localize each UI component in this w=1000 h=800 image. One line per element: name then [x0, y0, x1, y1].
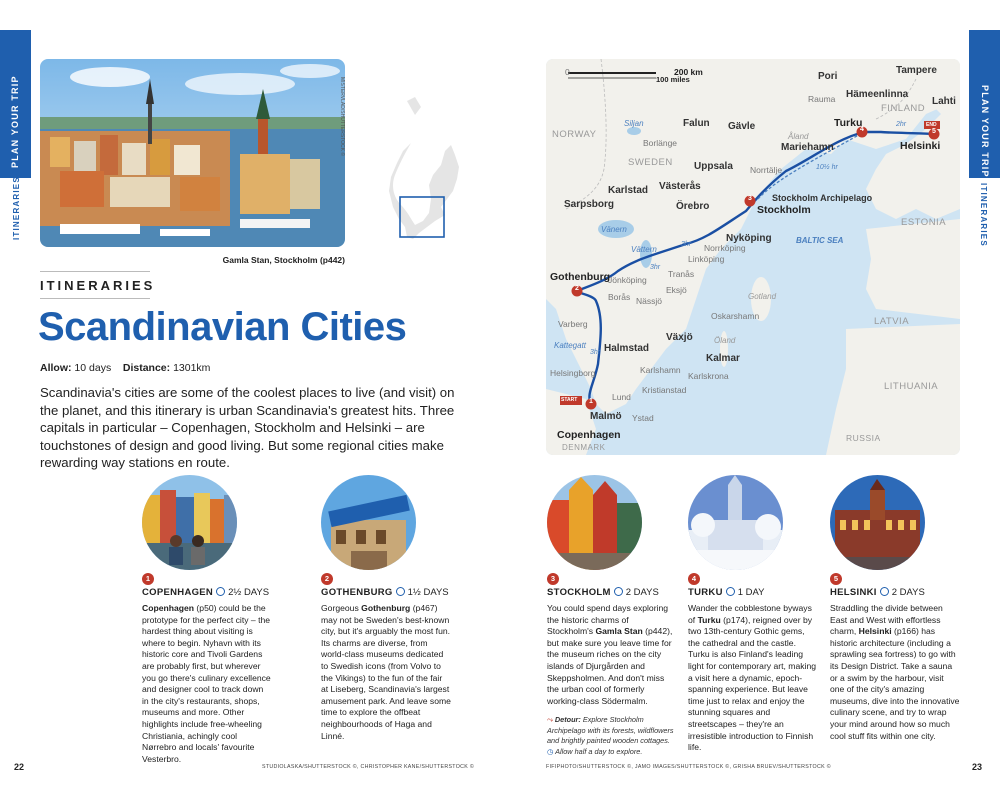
sea-label: Siljan — [624, 119, 644, 128]
map-city-stockholm: Stockholm — [757, 204, 811, 216]
stop-days: 2 DAYS — [891, 587, 925, 598]
photo-credits-left: STUDIOLASKA/SHUTTERSTOCK ©, CHRISTOPHER KANE/SHUTTERSTOCK © — [262, 764, 475, 770]
stop-bold: Gamla Stan — [595, 626, 643, 637]
stop-bold: Copenhagen — [142, 603, 195, 613]
detour-label: Detour: — [554, 715, 581, 724]
map-city: Pori — [818, 71, 838, 82]
stop-bold: Helsinki — [858, 626, 892, 637]
country-label: SWEDEN — [628, 157, 673, 168]
map-city: Västerås — [659, 181, 701, 192]
map-city: Borås — [608, 292, 631, 302]
map-city: Borlänge — [643, 138, 678, 148]
stop-text: (p174), reigned over by two 13th-century Gothic gems, the cathedral and the castle. Turku is also Finland's leading light for contemporary art, making a visit here a dynamic, epoch-spanning experience. But leave time just to relax and enjoy the stunning squares and streetscapes – they're an irresistible introduction to Finnish life. — [688, 614, 817, 753]
map-city-malmo: Malmö — [590, 411, 622, 422]
stop-text: (p166) has historic architecture (including a sprawling sea fortress) to go with its Design District. Take a sauna or a swim by the harbour, visit one of the city's amazing museums, dive into the innovative culinary scene, and try to wrap your mind around how so much cool stuff fits within one city. — [830, 626, 960, 741]
map-city: Nässjö — [636, 296, 662, 306]
ferry-time: 3hr — [681, 241, 692, 248]
section-rule-bottom — [40, 298, 150, 299]
sea-label: Kattegatt — [554, 341, 587, 350]
distance-value: 1301km — [173, 362, 211, 374]
map-city: Rauma — [808, 94, 836, 104]
stop-heading — [321, 587, 449, 598]
section-label: ITINERARIES — [40, 278, 156, 293]
stop-text-pre: Gorgeous — [321, 603, 362, 613]
clock-icon — [726, 587, 735, 596]
country-label: RUSSIA — [846, 433, 881, 443]
allow-value: 10 days — [74, 362, 112, 374]
map-start-flag: START — [561, 397, 578, 403]
stop-description — [688, 603, 818, 754]
map-city: Oskarshamn — [711, 311, 760, 321]
stop-number: 2 — [321, 573, 333, 585]
stop-description — [547, 603, 677, 707]
map-city-turku: Turku — [834, 117, 863, 129]
left-tab-sublabel: ITINERARIES — [12, 176, 21, 240]
stop-text-pre: Straddling the divide between East and West with effortless charm, — [830, 603, 943, 637]
map-city: Ystad — [632, 413, 654, 423]
map-city: Kalmar — [706, 353, 740, 364]
stop-description — [830, 603, 960, 742]
map-stop-1: 1 — [589, 398, 593, 405]
stop-city: TURKU — [688, 587, 723, 598]
map-city: Halmstad — [604, 343, 650, 354]
map-city: Tranås — [668, 269, 695, 279]
scale-km: 200 km — [674, 67, 703, 77]
map-city: Stockholm Archipelago — [772, 193, 873, 203]
stop-text: (p442), but make sure you leave time for the museum riches on the city islands of Djurgården and Skeppsholmen. And don't miss the urban cool of formerly working-class Södermalm. — [547, 626, 673, 706]
clock-icon — [216, 587, 225, 596]
sea-label: Vänern — [601, 225, 627, 234]
trip-meta — [40, 362, 210, 374]
stop-text: (p50) could be the prototype for the perfect city – the hardest thing about visiting is where to begin. Nyhavn with its historic core and Tivoli Gardens are probably first, but wherever you go there's culinary excellence and designer cool to track down in the city's restaurants, shops, museums and more. Other highlights include free-wheeling Christiania, achingly cool Nørrebro and locals' favourite Vesterbro. — [142, 603, 271, 764]
stop-text-pre: You could spend days exploring the historic charms of Stockholm's — [547, 603, 669, 637]
stop-heading — [688, 587, 765, 598]
photo-credits-right: FIFIPHOTO/SHUTTERSTOCK ©, JAMO IMAGES/SHUTTERSTOCK ©, GRISHA BRUEV/SHUTTERSTOCK © — [546, 764, 831, 770]
page-number-left: 22 — [14, 762, 25, 772]
right-tab-label: PLAN YOUR TRIP — [980, 85, 990, 178]
map-stop-4: 4 — [860, 126, 864, 133]
stop-text: (p467) may not be Sweden's best-known city, but it's arguably the most fun. Its charms are diverse, from world-class museums dedicated to Swedish icons (from Volvo to the Vikings) to the fun of the fair at Liseberg, Scandinavia's largest amusement park. And leave some time to explore the offbeat neighbourhoods of Haga and Linné. — [321, 603, 451, 741]
locator-map — [385, 95, 465, 245]
scale-miles: 100 miles — [656, 75, 690, 84]
page-number-right: 23 — [972, 762, 983, 772]
map-city: Karlstad — [608, 185, 649, 196]
stop-number: 3 — [547, 573, 559, 585]
map-city: Mariehamn — [781, 142, 834, 153]
map-city-copenhagen: Copenhagen — [557, 429, 621, 441]
map-city: Karlshamn — [640, 365, 681, 375]
stop-text-pre: Wander the cobblestone byways of — [688, 603, 812, 625]
map-city: Varberg — [558, 319, 588, 329]
map-city: Lund — [612, 392, 631, 402]
stop-photo-turku — [688, 475, 783, 570]
map-city: Karlskrona — [688, 371, 729, 381]
map-city: Sarpsborg — [564, 199, 615, 210]
map-city: Helsingborg — [550, 368, 596, 378]
right-tab-sublabel: ITINERARIES — [979, 183, 988, 247]
section-rule-top — [40, 271, 150, 272]
map-city: Tampere — [896, 65, 937, 76]
stop-days: 1 DAY — [737, 587, 765, 598]
map-stop-5: 5 — [932, 128, 936, 135]
scale-zero: 0 — [565, 67, 570, 77]
stop-city: STOCKHOLM — [547, 587, 611, 598]
map-city: Eksjö — [666, 285, 687, 295]
stop-photo-copenhagen — [142, 475, 237, 570]
ferry-time: 2hr — [896, 121, 907, 128]
map-city: Örebro — [676, 201, 710, 212]
stop-description — [321, 603, 451, 742]
stop-photo-helsinki — [830, 475, 925, 570]
map-city: Lahti — [932, 96, 956, 107]
stop-days: 2½ DAYS — [228, 587, 270, 598]
ferry-time: 10½ hr — [816, 164, 838, 171]
map-city: Växjö — [666, 332, 693, 343]
map-city: Gävle — [728, 121, 756, 132]
map-city: Falun — [683, 118, 710, 129]
stop-city: HELSINKI — [830, 587, 877, 598]
stop-city: COPENHAGEN — [142, 587, 214, 598]
map-city: Linköping — [688, 254, 725, 264]
map-city-helsinki: Helsinki — [900, 140, 941, 152]
stop-photo-gothenburg — [321, 475, 416, 570]
map-stop-3: 3 — [748, 195, 752, 202]
map-city: Nyköping — [726, 233, 772, 244]
map-stop-2: 2 — [575, 285, 579, 292]
clock-icon: ◷ — [547, 746, 554, 756]
photo-caption: Gamla Stan, Stockholm (p442) — [222, 255, 345, 265]
country-label: FINLAND — [881, 103, 926, 114]
photo-credit: MISTERVLAD/SHUTTERSTOCK © — [339, 77, 345, 157]
sea-label: Öland — [714, 336, 736, 345]
allow-label: Allow: — [40, 362, 72, 374]
map-city: Hämeenlinna — [846, 89, 909, 100]
country-label: NORWAY — [552, 129, 597, 140]
clock-icon — [614, 587, 623, 596]
detour-icon: ⤳ — [547, 715, 553, 724]
map-city: Norrtälje — [750, 165, 783, 175]
stop-number: 4 — [688, 573, 700, 585]
ferry-time: 3hr — [650, 264, 661, 271]
hero-photo-gamla-stan — [40, 59, 345, 247]
map-end-flag: END — [926, 122, 937, 128]
country-label: ESTONIA — [901, 217, 947, 228]
stop-description — [142, 603, 272, 765]
stop-bold: Gothenburg — [361, 603, 411, 613]
distance-label: Distance: — [122, 362, 171, 374]
clock-icon — [880, 587, 889, 596]
stop-bold: Turku — [697, 614, 721, 625]
map-city: Uppsala — [694, 161, 733, 172]
ferry-time: 3hr — [590, 349, 601, 356]
country-label: DENMARK — [562, 443, 606, 452]
map-city: Kristianstad — [642, 385, 687, 395]
detour-note — [547, 715, 677, 757]
stop-heading — [830, 587, 925, 598]
left-tab-label: PLAN YOUR TRIP — [10, 75, 20, 168]
map-city: Norrköping — [704, 243, 746, 253]
stop-city: GOTHENBURG — [321, 587, 393, 598]
route-map — [546, 59, 960, 455]
stop-number: 5 — [830, 573, 842, 585]
stop-days: 1½ DAYS — [407, 587, 449, 598]
clock-icon — [396, 587, 405, 596]
intro-paragraph: Scandinavia's cities are some of the coolest places to live (and visit) on the planet, and this itinerary is urban Scandinavia's greatest hits. Three capitals in particular – Copenhagen, Stockholm and Helsinki – are touchstones of design and good living. But some regional cities make rewarding way stations en route. — [40, 385, 455, 470]
detour-time: Allow half a day to explore. — [555, 746, 643, 756]
map-city-gothenburg: Gothenburg — [550, 271, 611, 283]
page-title: Scandinavian Cities — [38, 305, 407, 349]
country-label: LATVIA — [874, 316, 910, 327]
stop-photo-stockholm — [547, 475, 642, 570]
sea-label: Vättern — [631, 245, 657, 254]
stop-heading — [142, 587, 269, 598]
stop-number: 1 — [142, 573, 154, 585]
sea-label: Åland — [788, 132, 809, 141]
sea-label: BALTIC SEA — [796, 236, 844, 245]
stop-heading — [547, 587, 659, 598]
detour-text: Explore Stockholm Archipelago with its forests, wildflowers and brightly painted wooden cottages. — [547, 715, 674, 745]
map-city: Jönköping — [608, 275, 647, 285]
country-label: LITHUANIA — [884, 381, 939, 392]
sea-label: Gotland — [748, 292, 777, 301]
stop-days: 2 DAYS — [625, 587, 659, 598]
